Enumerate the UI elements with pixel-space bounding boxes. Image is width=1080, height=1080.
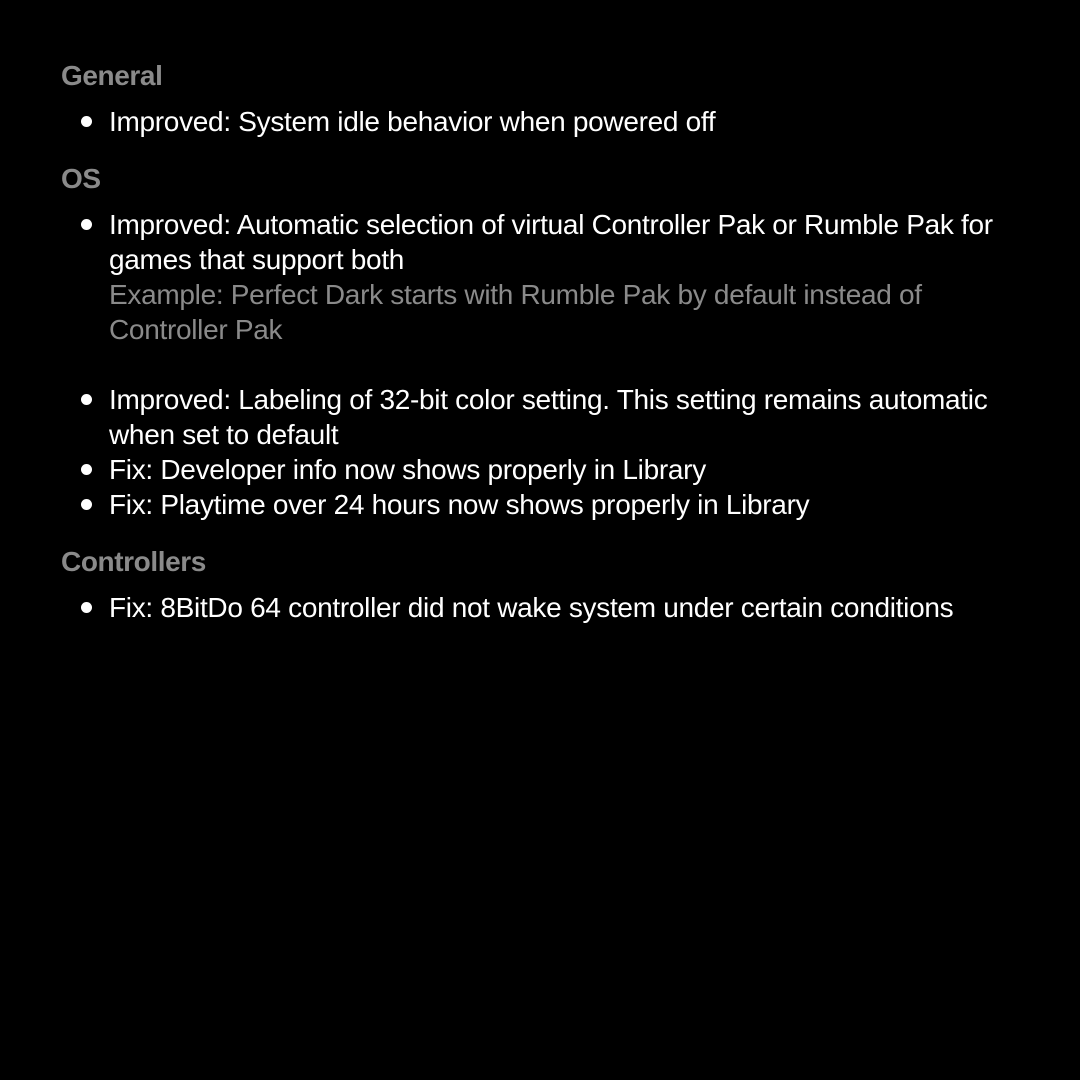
bullet-icon (81, 116, 92, 127)
section-heading-controllers: Controllers (61, 546, 206, 577)
section-controllers (61, 544, 1021, 625)
bullet-icon (81, 464, 92, 475)
item-example-note: Example: Perfect Dark starts with Rumble Pak by default instead of Controller Pak (109, 279, 922, 345)
item-text: Improved: Labeling of 32-bit color setting. This setting remains automatic when set to default (109, 384, 988, 450)
section-os-list (61, 207, 1021, 522)
list-item (61, 207, 1021, 347)
list-item (61, 452, 1021, 487)
section-controllers-list (61, 590, 1021, 625)
list-item (61, 104, 1021, 139)
item-text: Fix: Developer info now shows properly in Library (109, 454, 706, 485)
item-text: Fix: Playtime over 24 hours now shows properly in Library (109, 489, 810, 520)
list-item (61, 590, 1021, 625)
bullet-icon (81, 602, 92, 613)
item-text: Improved: System idle behavior when powered off (109, 106, 716, 137)
section-general-list (61, 104, 1021, 139)
bullet-icon (81, 394, 92, 405)
list-item (61, 487, 1021, 522)
release-notes (61, 58, 1021, 625)
section-general (61, 58, 1021, 139)
bullet-icon (81, 499, 92, 510)
section-heading-general: General (61, 60, 163, 91)
bullet-icon (81, 219, 92, 230)
list-item (61, 382, 1021, 452)
section-os (61, 161, 1021, 522)
item-text: Improved: Automatic selection of virtual Controller Pak or Rumble Pak for games that support both (109, 209, 993, 275)
section-heading-os: OS (61, 163, 101, 194)
item-text: Fix: 8BitDo 64 controller did not wake system under certain conditions (109, 592, 954, 623)
